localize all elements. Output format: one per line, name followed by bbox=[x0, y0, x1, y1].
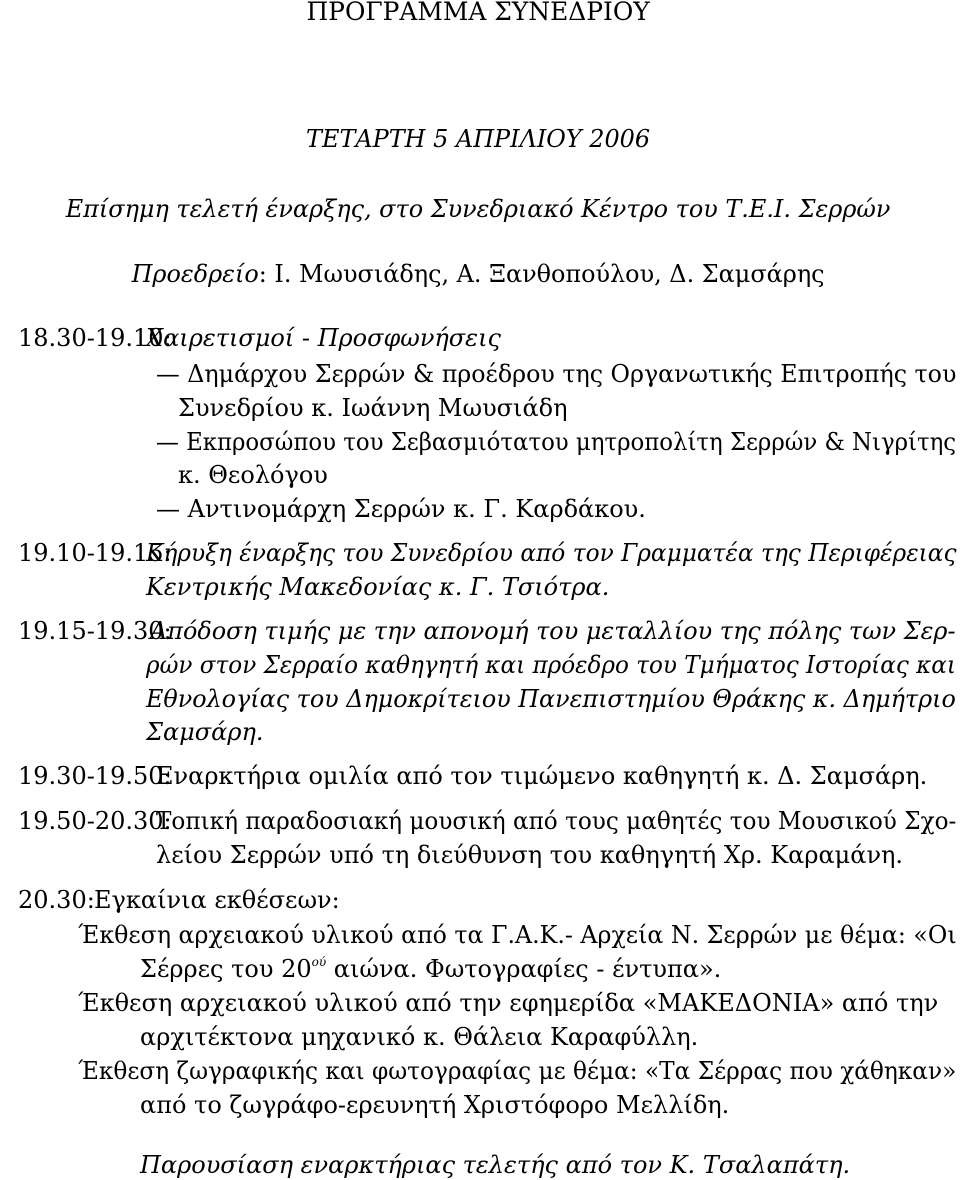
item-line: — Αντινομάρχη Σερρών κ. Γ. Καρδάκου. bbox=[156, 495, 646, 523]
item-line: Σαμσάρη. bbox=[146, 718, 264, 746]
exhibition-line: Έκθεση αρχειακού υλικού από την εφημερίδα «ΜΑΚΕΔΟΝΙΑ» από την bbox=[78, 989, 939, 1017]
presidium bbox=[0, 259, 956, 289]
exhibition-text: Σέρρες του 20 bbox=[140, 955, 312, 983]
item-time: 19.10-19.15: bbox=[18, 539, 172, 567]
item-line: — Δημάρχου Σερρών & προέδρου της Οργανωτικής Επιτροπής του bbox=[156, 360, 957, 388]
item-time: 19.30-19.50: bbox=[18, 762, 172, 790]
item-line: Κήρυξη έναρξης του Συνεδρίου από τον Γραμματέα της Περιφέρειας bbox=[146, 539, 957, 567]
item-line: Απόδοση τιμής με την απονομή του μεταλλίου της πόλης των Σερ- bbox=[150, 617, 956, 645]
item-line: λείου Σερρών υπό τη διεύθυνση του καθηγητή Χρ. Καραμάνη. bbox=[156, 841, 904, 869]
item-line: Τοπική παραδοσιακή μουσική από τους μαθητές του Μουσικού Σχο- bbox=[156, 807, 957, 835]
exhibition-line bbox=[140, 954, 721, 984]
exhibition-line: Έκθεση ζωγραφικής και φωτογραφίας με θέμα: «Τα Σέρρας που χάθηκαν» bbox=[78, 1057, 957, 1085]
item-line: Συνεδρίου κ. Ιωάννη Μωυσιάδη bbox=[178, 394, 568, 422]
ordinal-suffix: ού bbox=[311, 955, 327, 969]
item-line: ρών στον Σερραίο καθηγητή και πρόεδρο του Τμήματος Ιστορίας και bbox=[146, 651, 956, 679]
item-time: 19.15-19.30: bbox=[18, 617, 172, 645]
item-line: Κεντρικής Μακεδονίας κ. Γ. Τσιότρα. bbox=[146, 573, 610, 601]
item-line: — Εκπροσώπου του Σεβασμιότατου μητροπολίτη Σερρών & Νιγρίτης bbox=[156, 428, 957, 456]
page-title: ΠΡΟΓΡΑΜΜΑ ΣΥΝΕΔΡΙΟΥ bbox=[306, 0, 650, 26]
presidium-names: : Ι. Μωυσιάδης, Α. Ξανθοπούλου, Δ. Σαμσάρης bbox=[258, 260, 825, 288]
item-time: 19.50-20.30: bbox=[18, 807, 172, 835]
item-line: κ. Θεολόγου bbox=[178, 461, 328, 489]
exhibition-line: αρχιτέκτονα μηχανικό κ. Θάλεια Καραφύλλη. bbox=[140, 1023, 699, 1051]
item-line: Εναρκτήρια ομιλία από τον τιμώμενο καθηγητή κ. Δ. Σαμσάρη. bbox=[156, 762, 928, 790]
exhibition-text: αιώνα. Φωτογραφίες - έντυπα». bbox=[326, 955, 722, 983]
item-time: 18.30-19.10: bbox=[18, 324, 172, 352]
exhibition-line: από το ζωγράφο-ερευνητή Χριστόφορο Μελλίδη. bbox=[140, 1091, 730, 1119]
closing-note: Παρουσίαση εναρκτήριας τελετής από τον Κ. Τσαλαπάτη. bbox=[140, 1151, 851, 1179]
exhibition-line: Έκθεση αρχειακού υλικού από τα Γ.Α.Κ.- Αρχεία Ν. Σερρών με θέμα: «Οι bbox=[78, 921, 957, 949]
item-title: Χαιρετισμοί - Προσφωνήσεις bbox=[146, 324, 501, 352]
day-heading: ΤΕΤΑΡΤΗ 5 ΑΠΡΙΛΙΟΥ 2006 bbox=[306, 125, 651, 153]
item-time: 20.30: bbox=[18, 886, 95, 914]
item-line: Εθνολογίας του Δημοκρίτειου Πανεπιστημίου Θράκης κ. Δημήτριο bbox=[146, 685, 956, 713]
item-title: Εγκαίνια εκθέσεων: bbox=[94, 886, 340, 914]
presidium-label: Προεδρείο bbox=[131, 260, 259, 288]
event-title: Επίσημη τελετή έναρξης, στο Συνεδριακό Κέντρο του Τ.Ε.Ι. Σερρών bbox=[65, 195, 891, 223]
